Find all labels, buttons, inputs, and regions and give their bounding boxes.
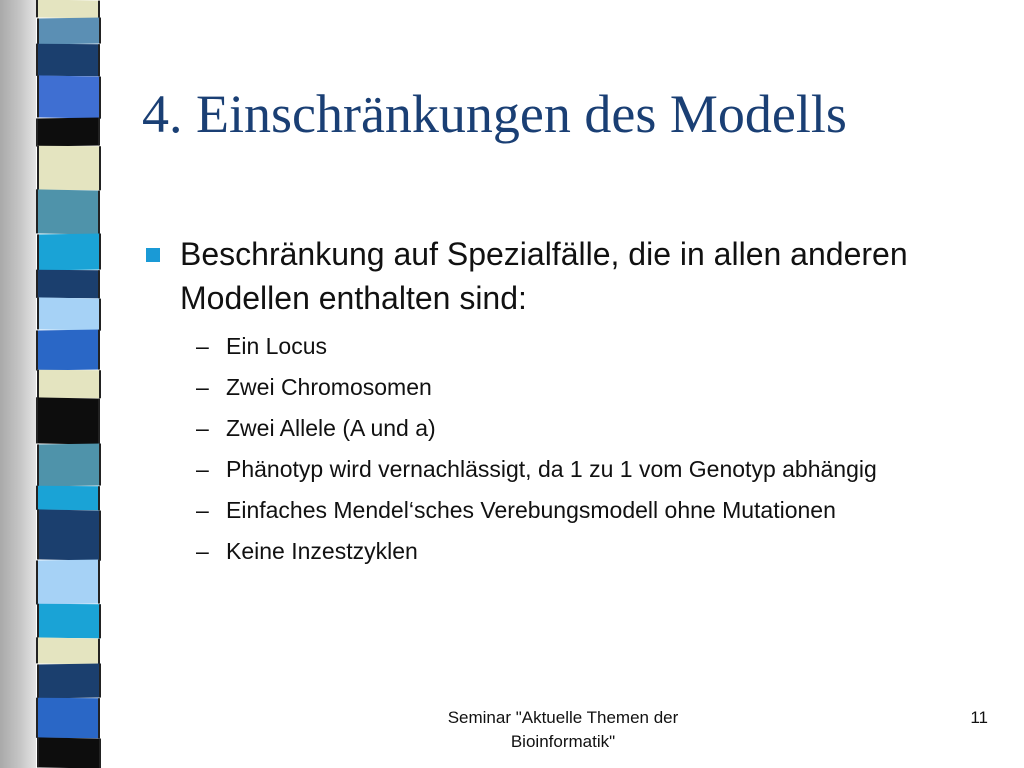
sub-bullet-item (196, 412, 996, 444)
strip-block (37, 370, 101, 398)
strip-block (37, 297, 101, 330)
footer-line-1: Seminar "Aktuelle Themen der (447, 708, 679, 727)
dash-bullet-icon: – (196, 415, 209, 441)
sub-bullet-item (196, 494, 996, 526)
footer-line-2: Bioinformatik" (510, 732, 616, 751)
sub-bullet-item (196, 330, 996, 362)
sub-bullet-text: Ein Locus (226, 333, 328, 359)
sub-bullet-text: Zwei Chromosomen (226, 374, 432, 400)
dash-bullet-icon: – (196, 374, 209, 400)
slide-title: 4. Einschränkungen des Modells (142, 84, 847, 144)
strip-block (36, 637, 100, 664)
strip-block (37, 146, 101, 190)
sub-bullet-item (196, 453, 996, 485)
strip-block (36, 486, 100, 510)
strip-block (37, 509, 101, 560)
strip-block (36, 397, 100, 444)
strip-block (37, 737, 101, 768)
sub-bullet-text: Zwei Allele (A und a) (226, 415, 436, 441)
page-number: 11 (970, 708, 988, 727)
sub-bullet-text: Keine Inzestzyklen (226, 538, 418, 564)
dash-bullet-icon: – (196, 538, 209, 564)
strip-block (37, 234, 101, 271)
strip-block (36, 0, 100, 19)
strip-block (36, 118, 100, 147)
strip-block (36, 698, 100, 738)
strip-block (36, 270, 100, 298)
sub-bullet-text: Phänotyp wird vernachlässigt, da 1 zu 1 vom Genotyp abhängig (226, 456, 877, 482)
strip-block (36, 189, 100, 234)
decorative-color-strip (36, 0, 102, 768)
sub-bullet-list (196, 330, 996, 576)
strip-block (36, 330, 100, 371)
main-bullet-text: Beschränkung auf Spezialfälle, die in allen anderen Modellen enthalten sind: (180, 236, 908, 316)
sub-bullet-item (196, 535, 996, 567)
bullet-square-icon (146, 248, 160, 262)
strip-block (37, 18, 101, 45)
sub-bullet-item (196, 371, 996, 403)
footer-text (413, 706, 713, 754)
dash-bullet-icon: – (196, 333, 209, 359)
decorative-strip-shadow (0, 0, 36, 768)
strip-block (37, 664, 101, 699)
dash-bullet-icon: – (196, 497, 209, 523)
strip-block (37, 444, 101, 487)
strip-block (36, 44, 100, 76)
dash-bullet-icon: – (196, 456, 209, 482)
strip-block (37, 75, 101, 118)
strip-block (36, 560, 100, 605)
sub-bullet-text: Einfaches Mendel‘sches Verebungsmodell ohne Mutationen (226, 497, 836, 523)
strip-block (37, 604, 101, 638)
